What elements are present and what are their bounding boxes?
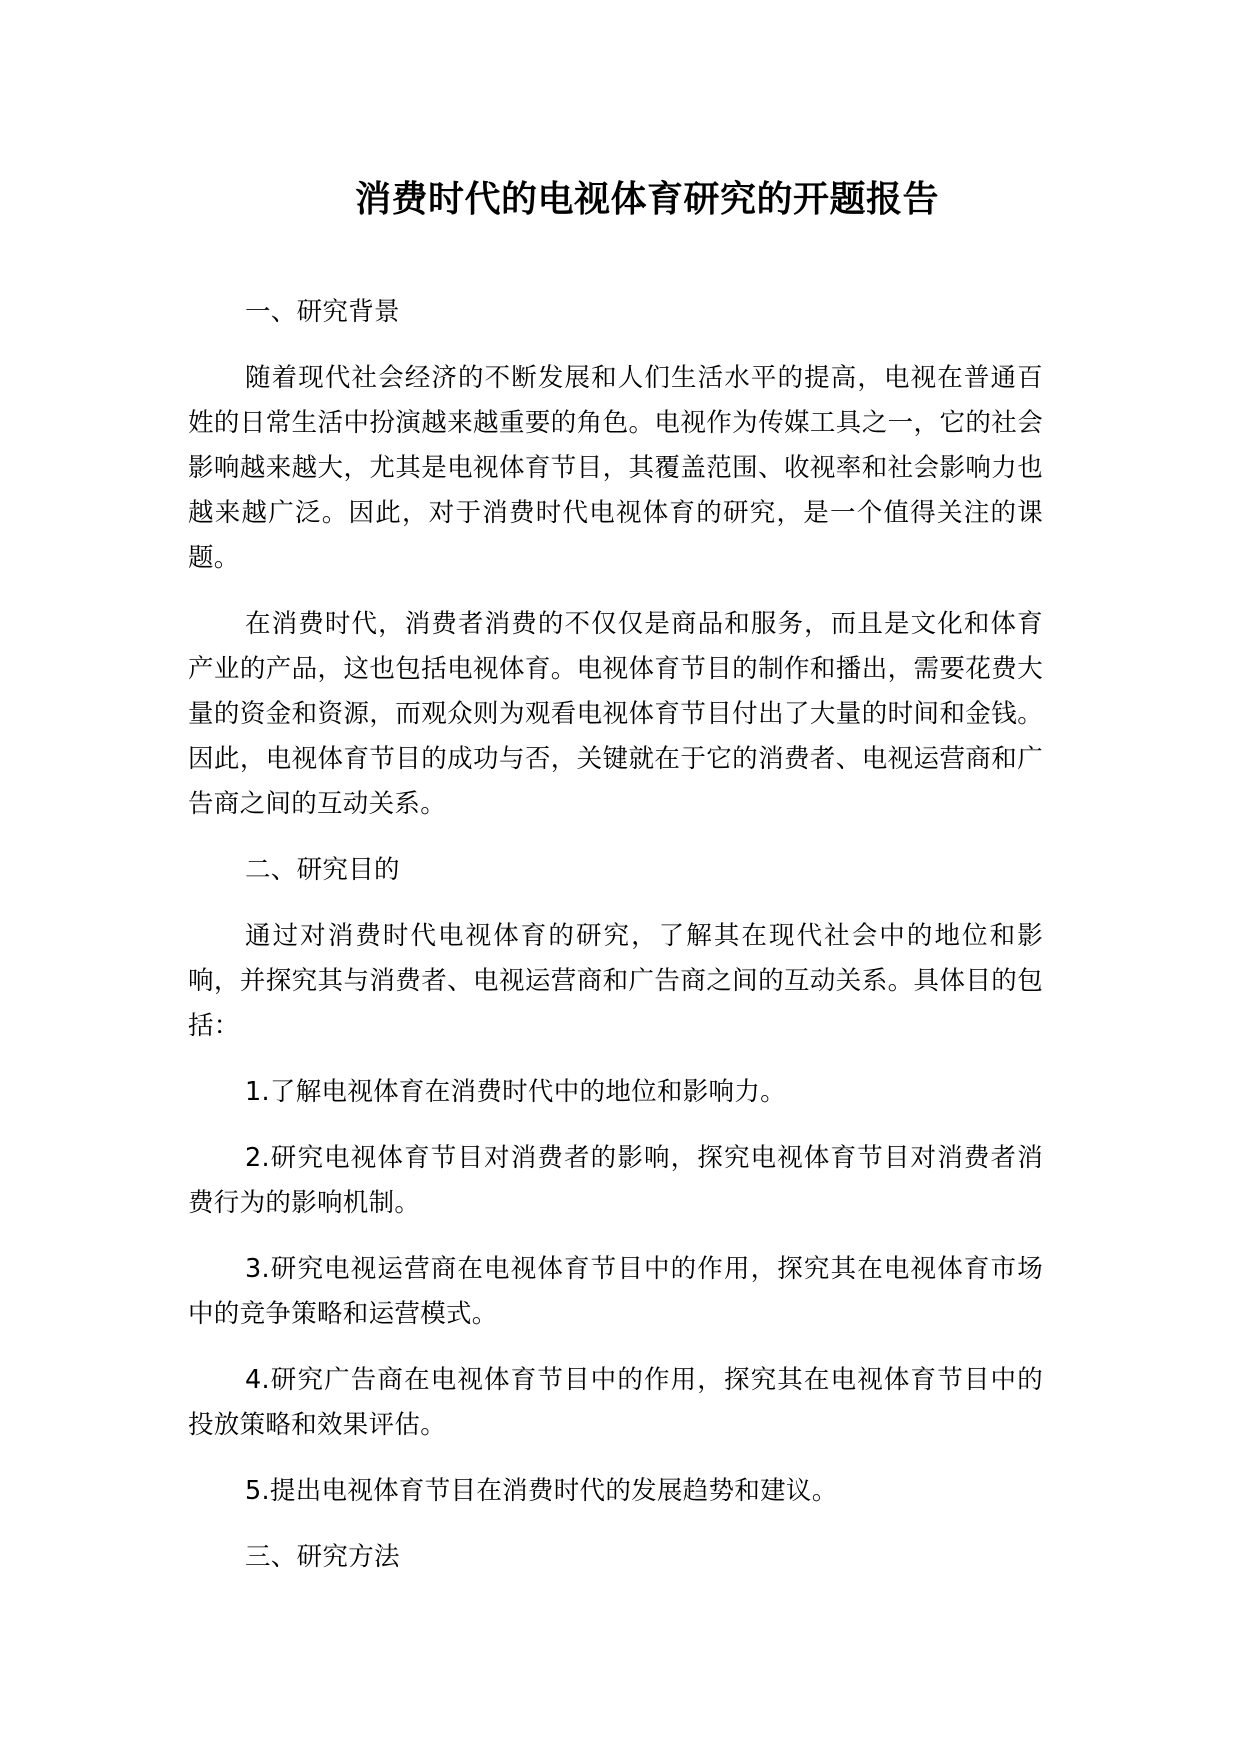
purpose-item-5: 5.提出电视体育节目在消费时代的发展趋势和建议。: [245, 1476, 838, 1506]
paragraph-purpose-intro: 通过对消费时代电视体育的研究，了解其在现代社会中的地位和影响，并探究其与消费者、电视运营商和广告商之间的互动关系。具体目的包括：: [188, 921, 1043, 1041]
purpose-item-4: 4.研究广告商在电视体育节目中的作用，探究其在电视体育节目中的投放策略和效果评估。: [188, 1365, 1043, 1440]
purpose-item-2: 2.研究电视体育节目对消费者的影响，探究电视体育节目对消费者消费行为的影响机制。: [188, 1143, 1043, 1218]
document-body: [188, 290, 1043, 1580]
document-title: 消费时代的电视体育研究的开题报告: [354, 179, 939, 220]
purpose-item-1: 1.了解电视体育在消费时代中的地位和影响力。: [245, 1077, 786, 1107]
paragraph-background-2: 在消费时代，消费者消费的不仅仅是商品和服务，而且是文化和体育产业的产品，这也包括电视体育。电视体育节目的制作和播出，需要花费大量的资金和资源，而观众则为观看电视体育节目付出了大量的时间和金钱。因此，电视体育节目的成功与否，关键就在于它的消费者、电视运营商和广告商之间的互动关系。: [188, 609, 1043, 819]
paragraph-background-1: 随着现代社会经济的不断发展和人们生活水平的提高，电视在普通百姓的日常生活中扮演越来越重要的角色。电视作为传媒工具之一，它的社会影响越来越大，尤其是电视体育节目，其覆盖范围、收视率和社会影响力也越来越广泛。因此，对于消费时代电视体育的研究，是一个值得关注的课题。: [188, 363, 1043, 573]
purpose-item-3: 3.研究电视运营商在电视体育节目中的作用，探究其在电视体育市场中的竞争策略和运营模式。: [188, 1254, 1043, 1329]
section-heading-method: 三、研究方法: [245, 1542, 400, 1572]
section-heading-background: 一、研究背景: [245, 297, 400, 327]
section-heading-purpose: 二、研究目的: [245, 855, 400, 885]
